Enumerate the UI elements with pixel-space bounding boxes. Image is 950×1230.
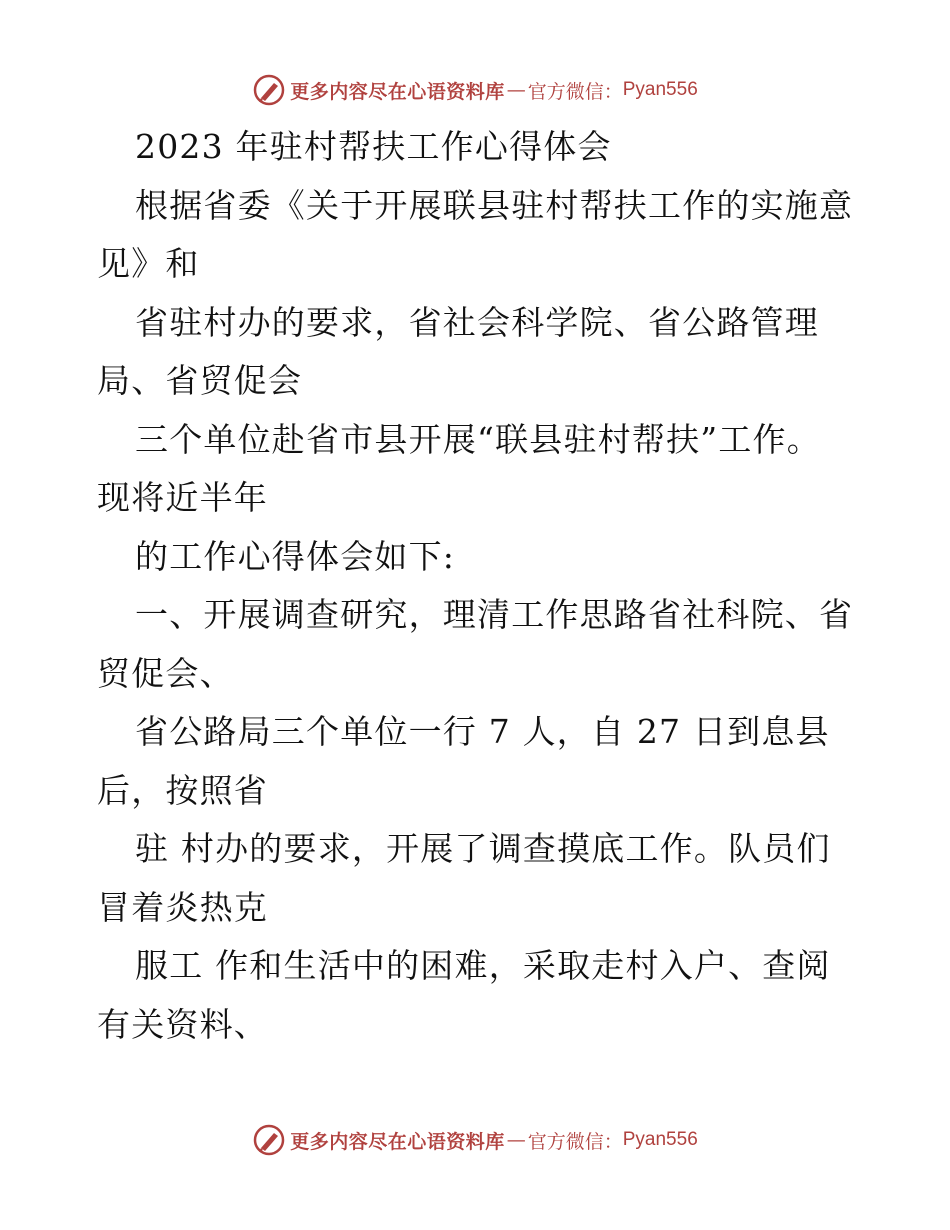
text-line: 根据省委《关于开展联县驻村帮扶工作的实施意 — [135, 185, 854, 225]
text-line: 省驻村办的要求，省社会科学院、省公路管理 — [135, 302, 819, 342]
banner-dash: — — [506, 79, 526, 101]
text-line: 省公路局三个单位一行 7 人，自 27 日到息县 — [135, 712, 830, 751]
header-banner — [0, 70, 950, 110]
banner-wechat-id: Pyan556 — [622, 1129, 698, 1150]
section-heading-line: 一、开展调查研究，理清工作思路省社科院、省 — [135, 595, 854, 634]
banner-site-text: 更多内容尽在心语资料库 — [290, 80, 505, 103]
text-line: 局、省贸促会 — [97, 361, 303, 400]
footer-banner — [0, 1120, 950, 1160]
document-title: 2023 年驻村帮扶工作心得体会 — [135, 127, 612, 166]
banner-dash: — — [506, 1129, 526, 1151]
text-line: 驻 村办的要求，开展了调查摸底工作。队员们 — [135, 829, 831, 868]
text-line: 服工 作和生活中的困难，采取走村入户、查阅 — [135, 946, 831, 985]
banner-wechat-label: 官方微信： — [527, 80, 623, 103]
text-line: 现将近半年 — [97, 478, 268, 517]
banner-wechat-id: Pyan556 — [622, 79, 698, 100]
text-line: 贸促会、 — [97, 653, 234, 693]
document-body — [97, 118, 857, 1054]
text-line: 见》和 — [97, 244, 200, 283]
text-line: 冒着炎热克 — [97, 887, 268, 927]
pen-logo-icon — [252, 73, 286, 107]
banner-site-text: 更多内容尽在心语资料库 — [290, 1130, 505, 1153]
pen-logo-icon — [252, 1123, 286, 1157]
text-line: 的工作心得体会如下: — [135, 536, 456, 576]
text-line: 有关资料、 — [97, 1004, 268, 1044]
text-line: 后，按照省 — [97, 770, 268, 810]
text-line: 三个单位赴省市县开展“联县驻村帮扶”工作。 — [135, 419, 821, 459]
banner-wechat-label: 官方微信： — [527, 1130, 623, 1153]
